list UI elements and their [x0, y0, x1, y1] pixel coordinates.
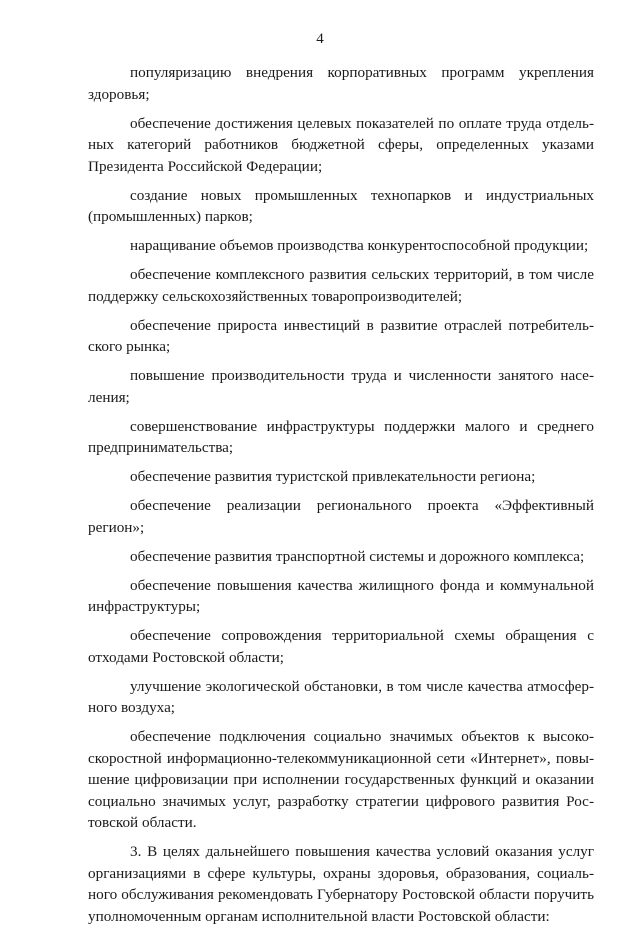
paragraph-11: обеспечение развития транспортной системы и дорожного комплекса;: [130, 547, 585, 565]
paragraph-16: 3. В целях дальнейшего повышения качества условий оказания услуг организациями в сфере культуры, охраны здоровья, образования, социального обслуживания рекомендовать Губернатору Ростовской области поручить уполномоченным органам исполнительной власти Ростовской области:: [88, 843, 594, 925]
paragraph-14: улучшение экологической обстановки, в том числе качества атмосферного воздуха;: [88, 677, 594, 716]
paragraph-1: популяризацию внедрения корпоративных программ укрепления здоровья;: [88, 64, 594, 103]
paragraph-2: обеспечение достижения целевых показателей по оплате труда отдельных категорий работников бюджетной сферы, определенных указами Президента Российской Федерации;: [88, 114, 594, 175]
paragraph-15: обеспечение подключения социально значимых объектов к высокоскоростной информационно-телекоммуникационной сети «Интернет», повышение цифровизации при исполнении государственных функций и оказании социально значимых услуг, разработку стратегии цифрового развития Ростовской области.: [88, 728, 594, 831]
paragraph-7: повышение производительности труда и численности занятого населения;: [88, 367, 594, 406]
paragraph-5: обеспечение комплексного развития сельских территорий, в том числе поддержку сельскохозяйственных товаропроизводителей;: [88, 266, 594, 305]
document-body: [88, 62, 594, 935]
paragraph-12: обеспечение повышения качества жилищного фонда и коммунальной инфраструктуры;: [88, 576, 594, 615]
page-number: 4: [316, 31, 324, 47]
paragraph-4: наращивание объемов производства конкурентоспособной продукции;: [130, 237, 589, 254]
paragraph-8: совершенствование инфраструктуры поддержки малого и среднего предпринимательства;: [88, 417, 594, 456]
paragraph-10: обеспечение реализации регионального проекта «Эффективный регион»;: [88, 497, 594, 536]
paragraph-13: обеспечение сопровождения территориальной схемы обращения с отходами Ростовской области;: [88, 627, 594, 666]
paragraph-6: обеспечение прироста инвестиций в развитие отраслей потребительского рынка;: [88, 316, 594, 355]
paragraph-3: создание новых промышленных технопарков и индустриальных (промышленных) парков;: [88, 186, 594, 225]
paragraph-9: обеспечение развития туристской привлекательности региона;: [130, 468, 536, 485]
